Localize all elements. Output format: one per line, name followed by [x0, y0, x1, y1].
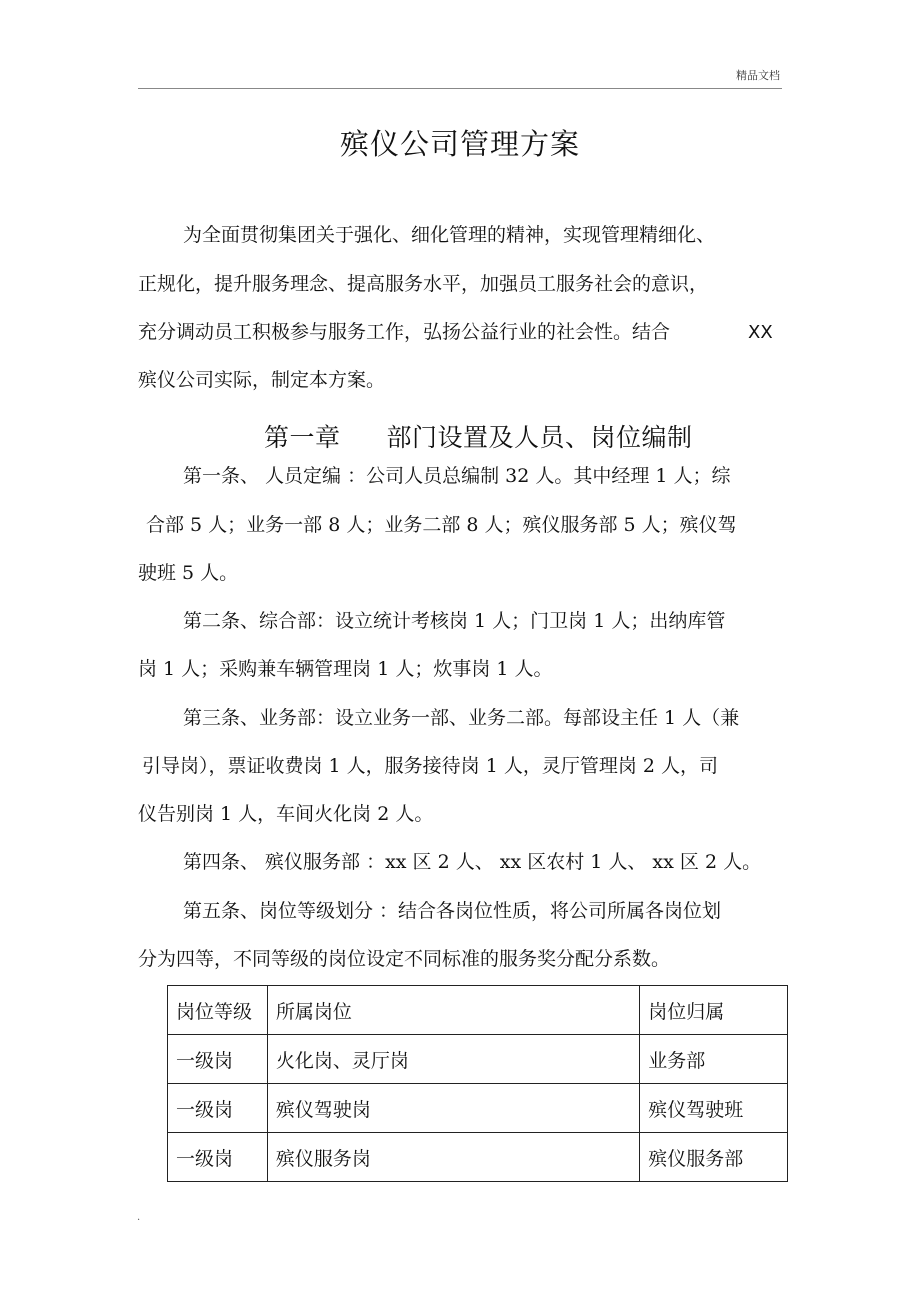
- table-header-cell: 岗位等级: [168, 986, 268, 1035]
- table-header-row: [168, 986, 788, 1035]
- intro-line-4: 殡仪公司实际，制定本方案。: [138, 369, 386, 391]
- article-4-line-1: 第四条、 殡仪服务部 ：xx 区 2 人、 xx 区农村 1 人、 xx 区 2 人。: [183, 851, 762, 873]
- article-5-line-1: 第五条、岗位等级划分 ：结合各岗位性质，将公司所属各岗位划: [183, 900, 722, 922]
- article-3-line-1: 第三条、业务部：设立业务一部、业务二部。每部设主任 1 人（兼: [183, 707, 740, 729]
- table-cell: 一级岗: [168, 1084, 268, 1133]
- article-5-line-2: 分为四等，不同等级的岗位设定不同标准的服务奖分配分系数。: [138, 948, 671, 970]
- table-header-cell: 所属岗位: [267, 986, 639, 1035]
- table-header-cell: 岗位归属: [640, 986, 788, 1035]
- table-cell: 一级岗: [168, 1133, 268, 1182]
- intro-line-1: 为全面贯彻集团关于强化、细化管理的精神，实现管理精细化、: [183, 224, 716, 246]
- table-cell: 一级岗: [168, 1035, 268, 1084]
- intro-line-2: 正规化，提升服务理念、提高服务水平，加强员工服务社会的意识，: [138, 273, 709, 295]
- table-cell: 火化岗、灵厅岗: [267, 1035, 639, 1084]
- article-2-line-2: 岗 1 人；采购兼车辆管理岗 1 人；炊事岗 1 人。: [138, 658, 553, 680]
- table-row: [168, 1035, 788, 1084]
- intro-company-placeholder: XX: [748, 322, 773, 343]
- table-row: [168, 1133, 788, 1182]
- article-3-line-3: 仪告别岗 1 人，车间火化岗 2 人。: [138, 803, 434, 825]
- chapter-number: 第一章: [264, 423, 341, 452]
- article-3-line-2: 引导岗），票证收费岗 1 人，服务接待岗 1 人，灵厅管理岗 2 人，司: [142, 755, 719, 777]
- chapter-heading: [264, 418, 693, 454]
- footer-mark: .: [137, 1212, 141, 1223]
- chapter-title: 部门设置及人员、岗位编制: [386, 423, 693, 452]
- article-2-line-1: 第二条、综合部：设立统计考核岗 1 人；门卫岗 1 人；出纳库管: [183, 610, 726, 632]
- article-1-line-2: 合部 5 人；业务一部 8 人；业务二部 8 人；殡仪服务部 5 人；殡仪驾: [146, 514, 737, 536]
- table-cell: 业务部: [640, 1035, 788, 1084]
- article-1-line-3: 驶班 5 人。: [138, 562, 239, 584]
- header-label: 精品文档: [736, 69, 780, 82]
- intro-line-3: [138, 323, 670, 342]
- intro-line-3-text: 充分调动员工积极参与服务工作，弘扬公益行业的社会性。结合: [138, 321, 671, 343]
- table-cell: 殡仪驾驶岗: [267, 1084, 639, 1133]
- table-row: [168, 1084, 788, 1133]
- table-cell: 殡仪服务部: [640, 1133, 788, 1182]
- article-1-line-1: 第一条、 人员定编 ：公司人员总编制 32 人。其中经理 1 人；综: [183, 465, 731, 487]
- document-title: 殡仪公司管理方案: [339, 127, 580, 161]
- table-cell: 殡仪驾驶班: [640, 1084, 788, 1133]
- header-divider: [138, 88, 782, 89]
- grade-table: [167, 985, 788, 1182]
- table-cell: 殡仪服务岗: [267, 1133, 639, 1182]
